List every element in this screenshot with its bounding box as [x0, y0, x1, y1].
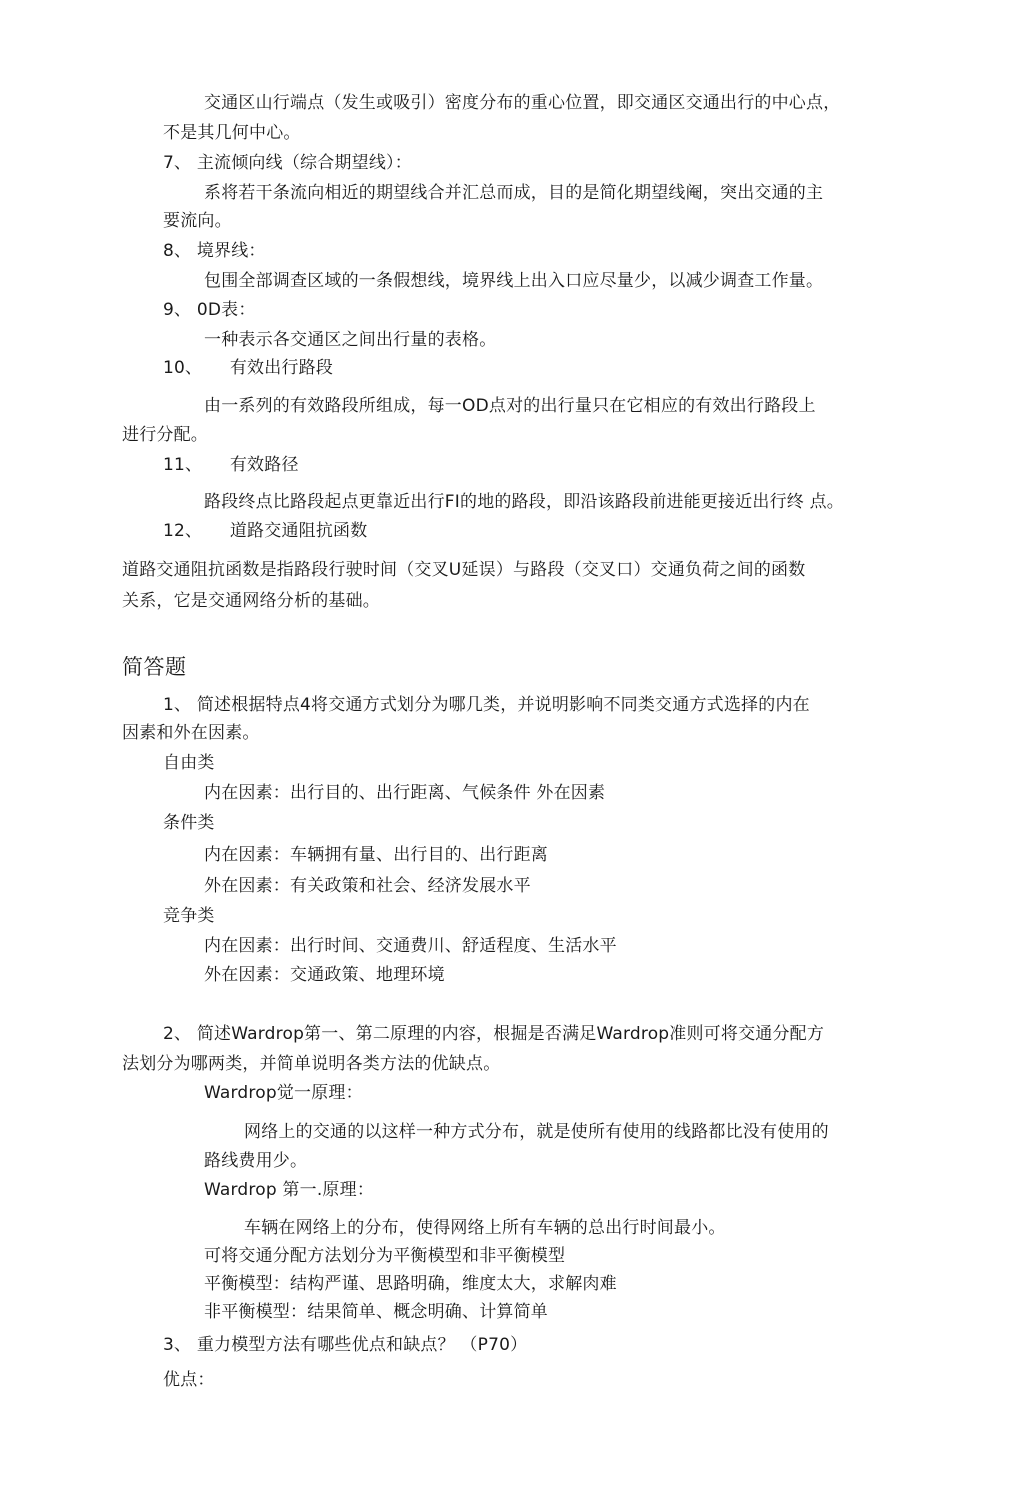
definition-text: 系将若干条流向相近的期望线合并汇总而成，目的是简化期望线阉，突出交通的主	[204, 183, 824, 203]
principle-text: 车辆在网络上的分布，使得网络上所有车辆的总出行时间最小。	[244, 1218, 726, 1238]
category-title: 竞争类	[163, 906, 215, 926]
definition-number: 12、	[163, 521, 203, 541]
definition-text: 一种表示各交通区之间出行量的表格。	[204, 330, 497, 350]
definition-term: 主流倾向线（综合期望线）：	[196, 153, 412, 173]
definition-text: 关系，它是交通网络分析的基础。	[122, 591, 380, 611]
definition-term: 境界线：	[196, 241, 266, 261]
definition-text: 路段终点比路段起点更靠近出行FI的地的路段，即沿该路段前进能更接近出行终 点。	[204, 492, 844, 512]
definition-text: 由一系列的有效路段所组成，每一OD点对的出行量只在它相应的有效出行路段上	[204, 396, 816, 416]
question-line: 因素和外在因素。	[122, 723, 260, 743]
question-line	[163, 694, 810, 716]
factor-line: 外在因素：有关政策和社会、经济发展水平	[204, 876, 531, 896]
definition-text: 道路交通阻抗函数是指路段行驶时间（交叉U延误）与路段（交叉口）交通负荷之间的函数	[122, 560, 806, 580]
definition-term: 道路交通阻抗函数	[229, 521, 368, 541]
intro-line: 不是其几何中心。	[163, 123, 301, 143]
definition-number: 8、	[163, 241, 192, 261]
definition-text: 进行分配。	[122, 425, 208, 445]
definition-heading	[163, 520, 367, 542]
factor-line: 内在因素：出行目的、出行距离、气候条件 外在因素	[204, 783, 606, 803]
factor-line: 内在因素：车辆拥有量、出行目的、出行距离	[204, 845, 548, 865]
question-text: 简述根据特点4将交通方式划分为哪几类，并说明影响不同类交通方式选择的内在	[196, 695, 810, 715]
definition-term: 0D表：	[196, 300, 256, 320]
definition-heading	[163, 454, 299, 476]
definition-heading	[163, 240, 266, 262]
question-text: 简述Wardrop第一、第二原理的内容，根掘是否满足Wardrop准则可将交通分配方	[196, 1024, 825, 1044]
category-title: 自由类	[163, 753, 215, 773]
definition-heading	[163, 357, 333, 379]
definition-term: 有效路径	[229, 455, 299, 475]
question-line	[163, 1334, 527, 1356]
question-number: 3、	[163, 1335, 192, 1355]
question-line	[163, 1023, 824, 1045]
definition-heading	[163, 299, 256, 321]
definition-number: 7、	[163, 153, 192, 173]
summary-line: 可将交通分配方法划分为平衡模型和非平衡模型	[204, 1246, 566, 1266]
principle-title: Wardrop觉一原理：	[204, 1083, 363, 1103]
definition-text: 要流向。	[163, 211, 232, 231]
definition-number: 10、	[163, 358, 203, 378]
principle-title: Wardrop 第一.原理：	[204, 1180, 375, 1200]
definition-number: 11、	[163, 455, 203, 475]
principle-text: 路线费用少。	[204, 1151, 308, 1171]
question-line: 法划分为哪两类，并简单说明各类方法的优缺点。	[122, 1054, 501, 1074]
factor-line: 外在因素：交通政策、地理环境	[204, 965, 445, 985]
definition-text: 包围全部调查区域的一条假想线，境界线上出入口应尽量少，以减少调查工作量。	[204, 271, 824, 291]
summary-line: 非平衡模型：结果简单、概念明确、计算简单	[204, 1302, 548, 1322]
summary-line: 平衡模型：结构严谨、思路明确，维度太大，求解肉难	[204, 1274, 617, 1294]
principle-text: 网络上的交通的以这样一种方式分布，就是使所有使用的线路都比没有使用的	[244, 1122, 829, 1142]
question-number: 2、	[163, 1024, 192, 1044]
factor-line: 内在因素：出行时间、交通费川、舒适程度、生活水平	[204, 936, 617, 956]
question-text: 重力模型方法有哪些优点和缺点？ （P70）	[196, 1335, 528, 1355]
definition-number: 9、	[163, 300, 192, 320]
advantages-title: 优点：	[163, 1370, 215, 1390]
definition-term: 有效出行路段	[229, 358, 334, 378]
section-title: 简答题	[122, 655, 187, 679]
definition-heading	[163, 152, 412, 174]
question-number: 1、	[163, 695, 192, 715]
intro-line: 交通区山行端点（发生或吸引）密度分布的重心位置，即交通区交通出行的中心点，	[204, 93, 841, 113]
category-title: 条件类	[163, 813, 215, 833]
